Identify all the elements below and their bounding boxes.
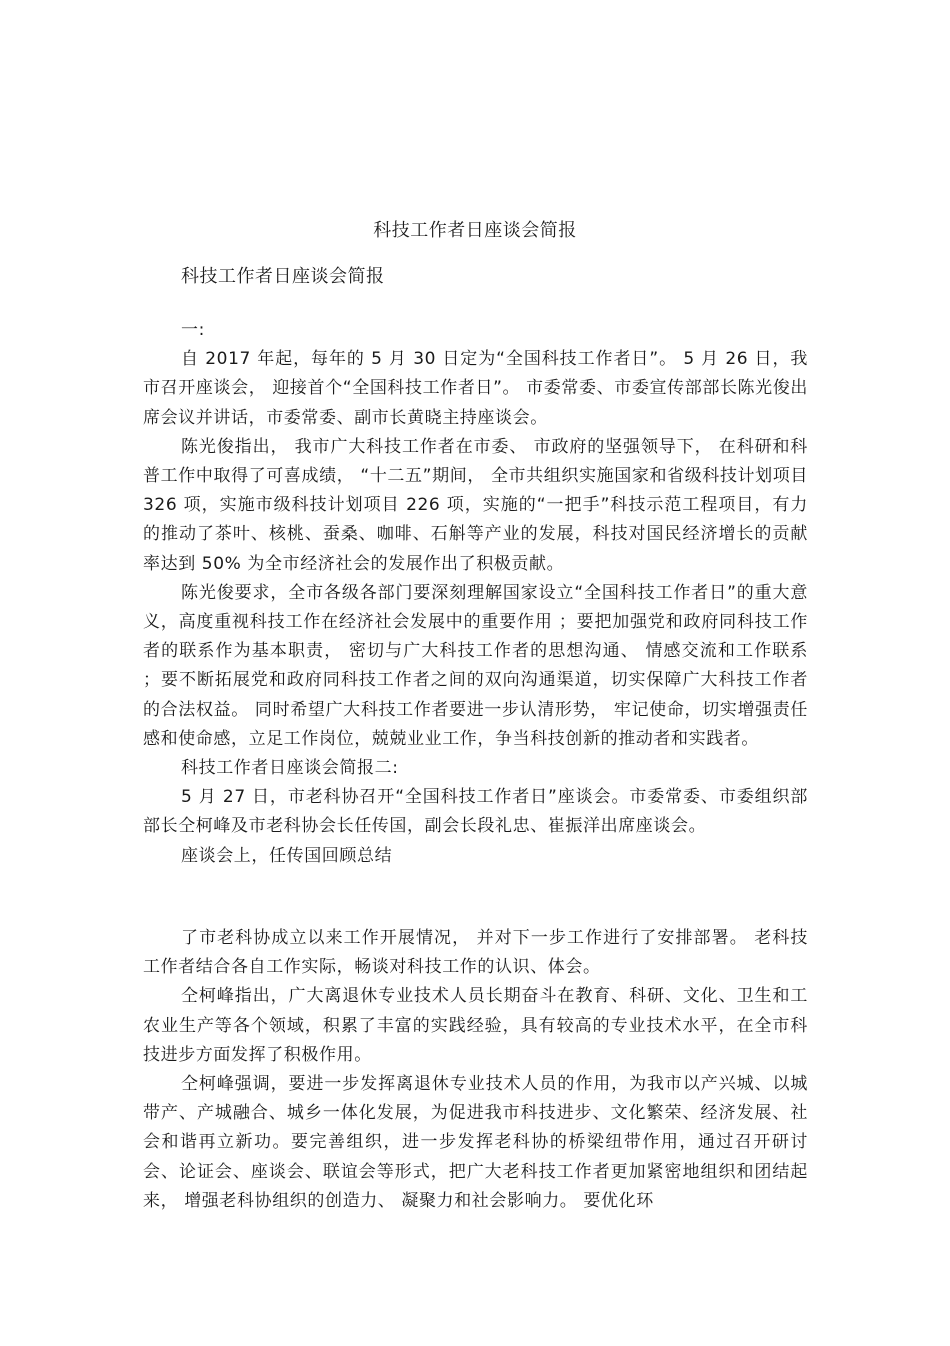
paragraph: 仝柯峰指出，广大离退休专业技术人员长期奋斗在教育、科研、文化、卫生和工农业生产等各个领域，积累了丰富的实践经验，具有较高的专业技术水平，在全市科技进步方面发挥了积极作用。 xyxy=(143,986,808,1065)
section-marker: 一: xyxy=(181,320,205,340)
paragraph: 仝柯峰强调，要进一步发挥离退休专业技术人员的作用，为我市以产兴城、以城带产、产城融合、城乡一体化发展，为促进我市科技进步、文化繁荣、经济发展、社会和谐再立新功。要完善组织，进一步发挥老科协的桥梁纽带作用，通过召开研讨会、论证会、座谈会、联谊会等形式，把广大老科技工作者更加紧密地组织和团结起来， 增强老科协组织的创造力、 凝聚力和社会影响力。 要优化环 xyxy=(143,1074,808,1211)
section-heading: 科技工作者日座谈会简报二: xyxy=(181,758,399,779)
paragraph: 自 2017 年起，每年的 5 月 30 日定为“全国科技工作者日”。 5 月 26 日，我市召开座谈会， 迎接首个“全国科技工作者日”。 市委常委、市委宣传部部长陈光俊出席会议并讲话，市委常委、副市长黄晓主持座谈会。 xyxy=(143,349,808,428)
document-title: 科技工作者日座谈会简报 xyxy=(373,220,577,241)
paragraph: 陈光俊要求，全市各级各部门要深刻理解国家设立“全国科技工作者日”的重大意义，高度重视科技工作在经济社会发展中的重要作用 ；要把加强党和政府同科技工作者的联系作为基本职责， 密切与广大科技工作者的思想沟通、 情感交流和工作联系 ；要不断拓展党和政府同科技工作者之间的双向沟通渠道，切实保障广大科技工作者的合法权益。 同时希望广大科技工作者要进一步认清形势， 牢记使命，切实增强责任感和使命感，立足工作岗位，兢兢业业工作，争当科技创新的推动者和实践者。 xyxy=(143,582,808,749)
paragraph: 陈光俊指出， 我市广大科技工作者在市委、 市政府的坚强领导下， 在科研和科普工作中取得了可喜成绩， “十二五”期间， 全市共组织实施国家和省级科技计划项目 326 项，实施市级科技计划项目 226 项，实施的“一把手”科技示范工程项目，有力的推动了茶叶、核桃、蚕桑、咖啡、石斛等产业的发展，科技对国民经济增长的贡献率达到 50% 为全市经济社会的发展作出了积极贡献。 xyxy=(143,436,808,574)
body-section-1 xyxy=(143,316,808,871)
body-section-2 xyxy=(143,924,808,1216)
paragraph: 了市老科协成立以来工作开展情况， 并对下一步工作进行了安排部署。 老科技工作者结合各自工作实际，畅谈对科技工作的认识、体会。 xyxy=(143,928,808,978)
paragraph: 5 月 27 日，市老科协召开“全国科技工作者日”座谈会。市委常委、市委组织部部长仝柯峰及市老科协会长任传国，副会长段礼忠、崔振洋出席座谈会。 xyxy=(143,787,808,837)
paragraph: 座谈会上，任传国回顾总结 xyxy=(181,845,393,866)
document-subtitle: 科技工作者日座谈会简报 xyxy=(181,266,385,287)
